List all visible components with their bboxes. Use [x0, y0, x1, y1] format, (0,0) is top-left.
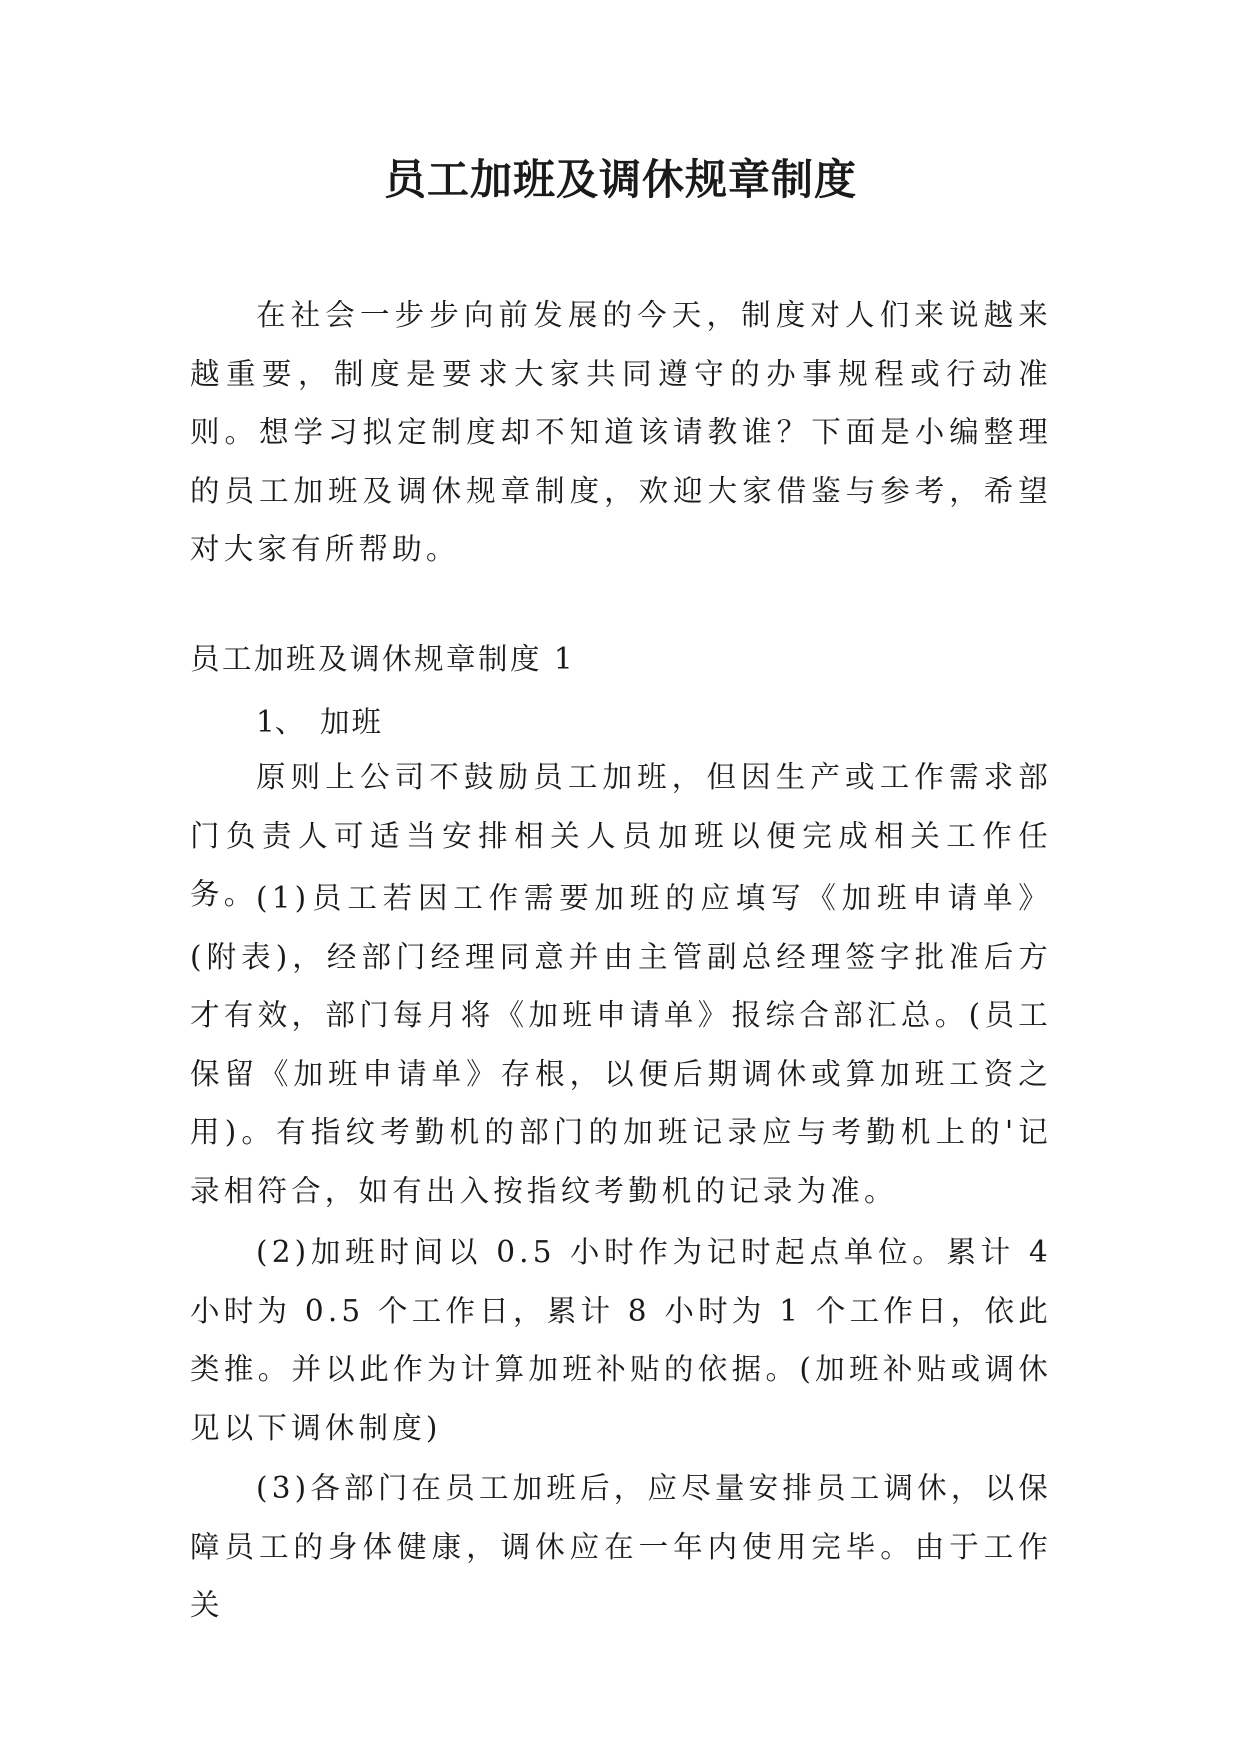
body-paragraph: (3)各部门在员工加班后，应尽量安排员工调休，以保障员工的身体健康，调休应在一年内使用完毕。由于工作关 — [190, 1471, 1052, 1622]
body-paragraph: (2)加班时间以 0.5 小时作为记时起点单位。累计 4 小时为 0.5 个工作日，累计 8 小时为 1 个工作日，依此类推。并以此作为计算加班补贴的依据。(加班补贴或调休见以下调休制度) — [190, 1235, 1052, 1445]
item-heading — [256, 693, 856, 752]
item-label: 加班 — [320, 705, 384, 739]
document-title: 员工加班及调休规章制度 — [383, 155, 857, 204]
body-paragraph: 原则上公司不鼓励员工加班，但因生产或工作需求部门负责人可适当安排相关人员加班以便完成相关工作任务。 — [190, 760, 1052, 911]
item-number: 1、 — [256, 705, 305, 739]
section-heading: 员工加班及调休规章制度 1 — [190, 642, 576, 676]
intro-paragraph: 在社会一步步向前发展的今天，制度对人们来说越来越重要，制度是要求大家共同遵守的办事规程或行动准则。想学习拟定制度却不知道该请教谁？下面是小编整理的员工加班及调休规章制度，欢迎大家借鉴与参考，希望对大家有所帮助。 — [190, 298, 1052, 566]
body-paragraph: (1)员工若因工作需要加班的应填写《加班申请单》(附表)，经部门经理同意并由主管副总经理签字批准后方才有效，部门每月将《加班申请单》报综合部汇总。(员工保留《加班申请单》存根，以便后期调休或算加班工资之用)。有指纹考勤机的部门的加班记录应与考勤机上的'记录相符合，如有出入按指纹考勤机的记录为准。 — [190, 881, 1052, 1208]
